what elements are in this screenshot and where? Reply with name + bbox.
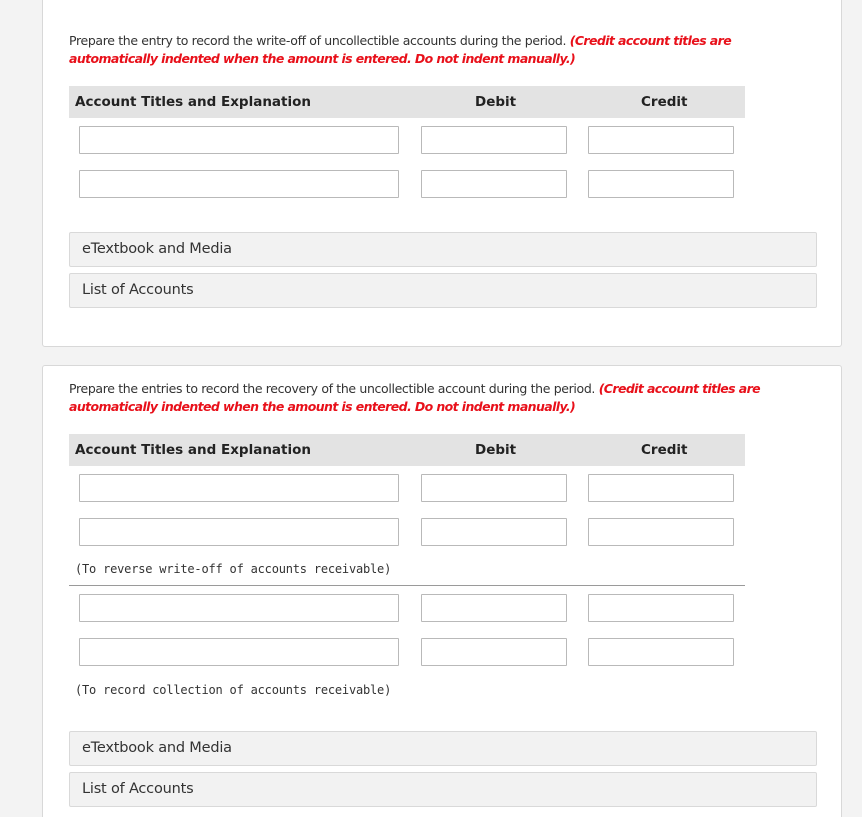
column-header-account: Account Titles and Explanation bbox=[75, 442, 312, 458]
debit-input[interactable] bbox=[421, 170, 567, 198]
prompt-text: Prepare the entry to record the write-off of uncollectible accounts during the period. bbox=[69, 33, 567, 48]
account-title-input[interactable] bbox=[79, 594, 399, 622]
journal-row bbox=[69, 518, 745, 546]
credit-input[interactable] bbox=[588, 594, 734, 622]
column-header-credit: Credit bbox=[641, 94, 688, 110]
question-card-write-off bbox=[42, 0, 842, 347]
question-prompt bbox=[69, 32, 809, 68]
question-card-recovery bbox=[42, 365, 842, 817]
journal-row bbox=[69, 474, 745, 502]
prompt-text: Prepare the entries to record the recovery of the uncollectible account during the period. bbox=[69, 381, 596, 396]
credit-input[interactable] bbox=[588, 126, 734, 154]
account-title-input[interactable] bbox=[79, 126, 399, 154]
debit-input[interactable] bbox=[421, 474, 567, 502]
etextbook-media-link[interactable]: eTextbook and Media bbox=[69, 232, 817, 267]
column-header-account: Account Titles and Explanation bbox=[75, 94, 312, 110]
journal-row bbox=[69, 170, 745, 198]
entry-memo: (To reverse write-off of accounts receivable) bbox=[75, 562, 392, 576]
list-of-accounts-link[interactable]: List of Accounts bbox=[69, 772, 817, 807]
journal-row bbox=[69, 638, 745, 666]
account-title-input[interactable] bbox=[79, 518, 399, 546]
instruction-note: (Credit account titles are automatically indented when the amount is entered. Do not indent manually.) bbox=[69, 33, 732, 66]
credit-input[interactable] bbox=[588, 170, 734, 198]
debit-input[interactable] bbox=[421, 518, 567, 546]
credit-input[interactable] bbox=[588, 638, 734, 666]
instruction-note: (Credit account titles are automatically indented when the amount is entered. Do not indent manually.) bbox=[69, 381, 761, 414]
account-title-input[interactable] bbox=[79, 638, 399, 666]
journal-table-header bbox=[69, 434, 745, 466]
account-title-input[interactable] bbox=[79, 170, 399, 198]
question-prompt bbox=[69, 380, 809, 416]
entry-divider bbox=[69, 585, 745, 586]
entry-memo: (To record collection of accounts receivable) bbox=[75, 683, 392, 697]
journal-table-header bbox=[69, 86, 745, 118]
account-title-input[interactable] bbox=[79, 474, 399, 502]
journal-row bbox=[69, 594, 745, 622]
column-header-debit: Debit bbox=[475, 442, 517, 458]
debit-input[interactable] bbox=[421, 126, 567, 154]
debit-input[interactable] bbox=[421, 594, 567, 622]
debit-input[interactable] bbox=[421, 638, 567, 666]
etextbook-media-link[interactable]: eTextbook and Media bbox=[69, 731, 817, 766]
journal-row bbox=[69, 126, 745, 154]
credit-input[interactable] bbox=[588, 518, 734, 546]
column-header-credit: Credit bbox=[641, 442, 688, 458]
column-header-debit: Debit bbox=[475, 94, 517, 110]
list-of-accounts-link[interactable]: List of Accounts bbox=[69, 273, 817, 308]
credit-input[interactable] bbox=[588, 474, 734, 502]
